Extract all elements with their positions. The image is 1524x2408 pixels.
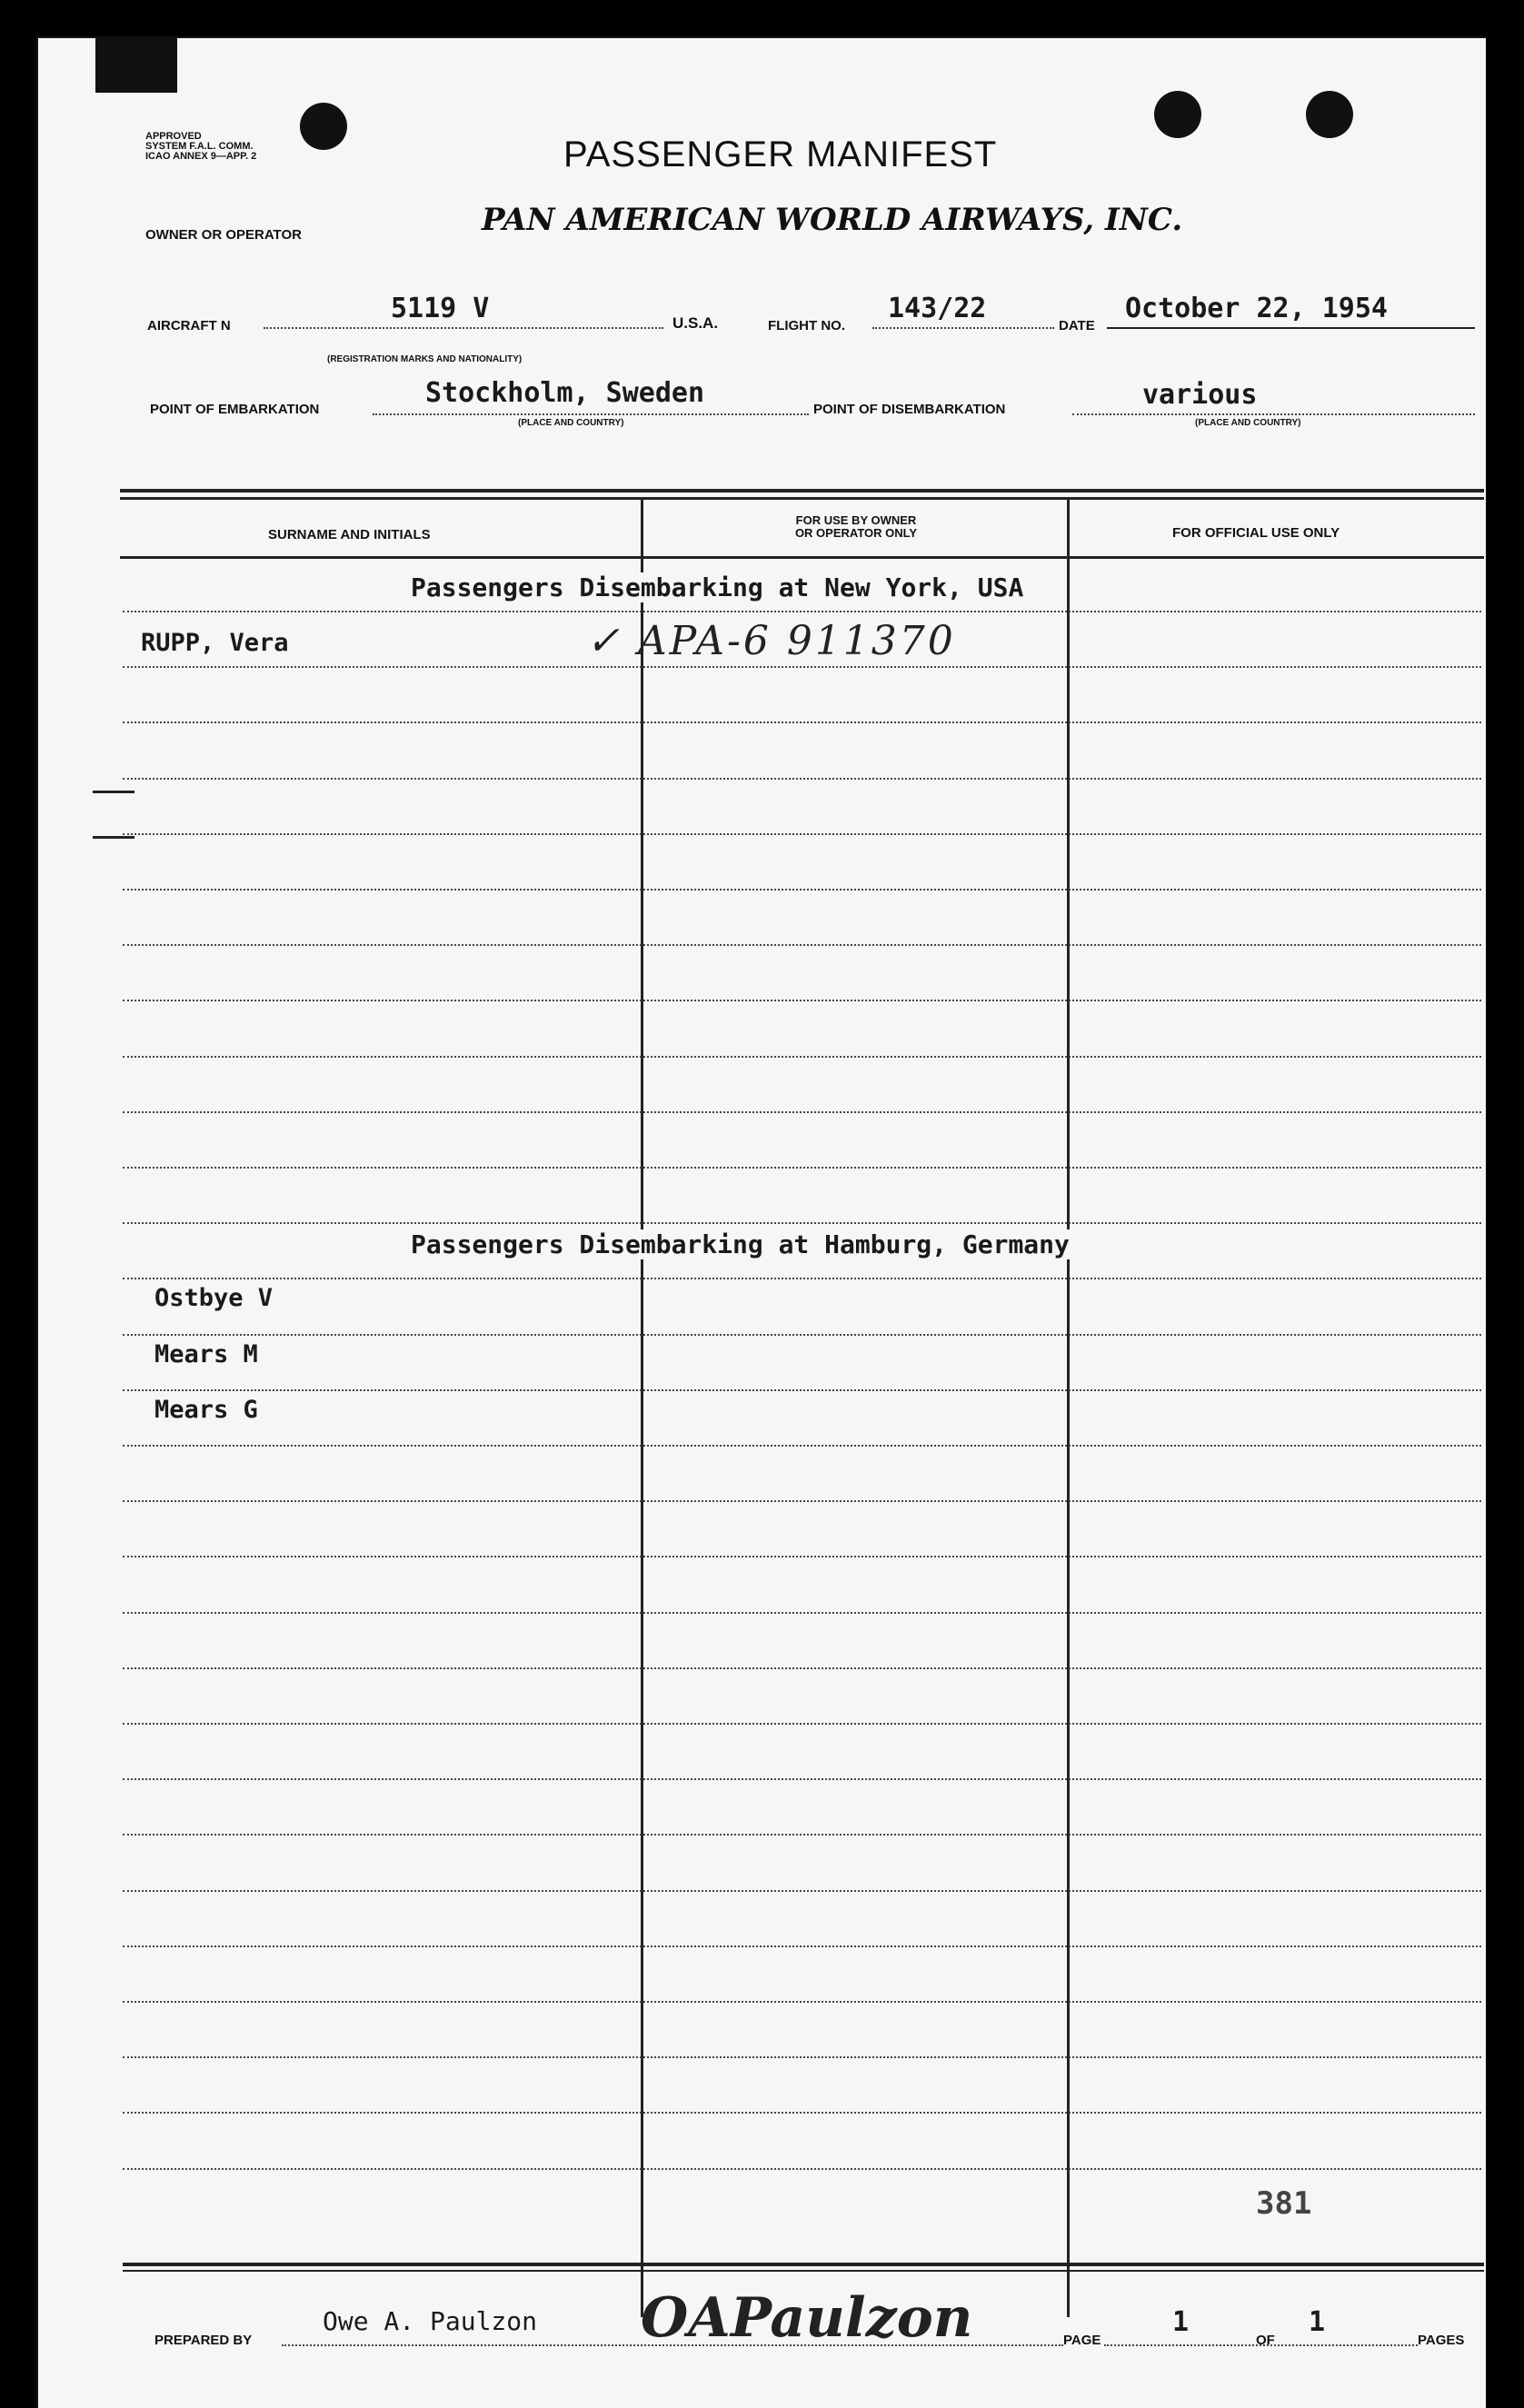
aircraft-caption: (REGISTRATION MARKS AND NATIONALITY) xyxy=(327,354,523,364)
row-rule xyxy=(123,2001,1481,2003)
owner-label: OWNER OR OPERATOR xyxy=(145,227,302,243)
row-rule xyxy=(123,944,1481,946)
owner-value: PAN AMERICAN WORLD AIRWAYS, INC. xyxy=(482,202,1183,238)
column-divider-2 xyxy=(1067,500,1070,2317)
row-rule xyxy=(123,1945,1481,1947)
prepared-underline xyxy=(282,2344,1063,2346)
row-rule xyxy=(123,1890,1481,1892)
of-value: 1 xyxy=(1309,2306,1326,2338)
col-owner-header xyxy=(756,514,956,540)
page-underline xyxy=(1104,2344,1418,2346)
row-rule xyxy=(123,1500,1481,1502)
col-surname-header: SURNAME AND INITIALS xyxy=(268,527,431,542)
table-top-rule-2 xyxy=(120,497,1484,500)
corner-black-mark xyxy=(95,36,177,93)
passenger-name: Mears M xyxy=(154,1340,258,1368)
row-rule xyxy=(123,1056,1481,1058)
punch-hole-middle xyxy=(1154,91,1201,138)
passenger-name: Ostbye V xyxy=(154,1284,274,1312)
disembarkation-label: POINT OF DISEMBARKATION xyxy=(813,402,1006,417)
header-bottom-rule xyxy=(120,556,1484,559)
prepared-value: Owe A. Paulzon xyxy=(323,2306,538,2336)
row-rule xyxy=(123,666,1481,668)
disembarkation-underline xyxy=(1072,413,1475,415)
form-title: PASSENGER MANIFEST xyxy=(563,134,998,174)
of-label: OF xyxy=(1256,2333,1275,2348)
disembarkation-caption: (PLACE AND COUNTRY) xyxy=(1195,418,1301,428)
row-rule xyxy=(123,1278,1481,1279)
margin-mark-2 xyxy=(93,836,134,839)
approval-block xyxy=(145,132,256,162)
flight-value: 143/22 xyxy=(888,293,987,324)
pages-label: PAGES xyxy=(1418,2333,1465,2348)
embarkation-value: Stockholm, Sweden xyxy=(425,377,705,409)
date-label: DATE xyxy=(1059,318,1095,333)
aircraft-underline xyxy=(264,327,663,329)
approval-line-1: APPROVED xyxy=(145,131,202,142)
row-rule xyxy=(123,1000,1481,1001)
column-divider-1 xyxy=(641,500,643,2317)
passenger-name: RUPP, Vera xyxy=(141,629,289,657)
owner-handwritten-note: ✓ APA-6 911370 xyxy=(586,618,956,664)
row-rule xyxy=(123,1723,1481,1725)
row-rule xyxy=(123,1556,1481,1557)
row-rule xyxy=(123,1612,1481,1614)
row-rule xyxy=(123,1222,1481,1224)
row-rule xyxy=(123,1778,1481,1780)
row-rule xyxy=(123,1667,1481,1669)
row-rule xyxy=(123,1167,1481,1169)
page-value: 1 xyxy=(1172,2306,1190,2338)
embarkation-underline xyxy=(373,413,809,415)
footer-rule-1 xyxy=(123,2263,1484,2266)
row-rule xyxy=(123,721,1481,723)
col-owner-header-line-1: FOR USE BY OWNER xyxy=(795,513,917,527)
row-rule xyxy=(123,1389,1481,1391)
aircraft-label: AIRCRAFT N xyxy=(147,318,231,333)
row-rule xyxy=(123,2112,1481,2114)
row-rule xyxy=(123,1445,1481,1447)
row-rule xyxy=(123,778,1481,780)
row-rule xyxy=(123,2056,1481,2058)
disembarkation-value: various xyxy=(1142,379,1258,411)
punch-hole-right xyxy=(1306,91,1353,138)
margin-mark-1 xyxy=(93,791,134,793)
punch-hole-left xyxy=(300,103,347,150)
embarkation-label: POINT OF EMBARKATION xyxy=(150,402,320,417)
passenger-name: Mears G xyxy=(154,1396,258,1424)
aircraft-value: 5119 V xyxy=(391,293,490,324)
footer-rule-2 xyxy=(123,2270,1484,2272)
prepared-label: PREPARED BY xyxy=(154,2333,253,2348)
row-rule xyxy=(123,833,1481,835)
approval-line-3: ICAO ANNEX 9—APP. 2 xyxy=(145,151,257,162)
stamp-number: 381 xyxy=(1256,2185,1312,2222)
row-rule xyxy=(123,1111,1481,1113)
date-value: October 22, 1954 xyxy=(1125,293,1388,324)
row-rule xyxy=(123,1334,1481,1336)
page-label: PAGE xyxy=(1063,2333,1101,2348)
signature: OAPaulzon xyxy=(641,2286,973,2350)
table-top-rule-1 xyxy=(120,489,1484,493)
approval-line-2: SYSTEM F.A.L. COMM. xyxy=(145,141,254,152)
embarkation-caption: (PLACE AND COUNTRY) xyxy=(518,418,624,428)
section-heading-new-york: Passengers Disembarking at New York, USA xyxy=(411,572,1024,602)
date-underline xyxy=(1107,327,1475,329)
row-rule xyxy=(123,1834,1481,1836)
flight-underline xyxy=(872,327,1054,329)
flight-label: FLIGHT NO. xyxy=(768,318,845,333)
row-rule xyxy=(123,2168,1481,2170)
col-official-header: FOR OFFICIAL USE ONLY xyxy=(1172,525,1340,541)
section-heading-hamburg: Passengers Disembarking at Hamburg, Germany xyxy=(411,1229,1070,1259)
usa-label: U.S.A. xyxy=(672,314,719,332)
row-rule xyxy=(123,889,1481,891)
row-rule xyxy=(123,611,1481,612)
col-owner-header-line-2: OR OPERATOR ONLY xyxy=(794,526,918,540)
